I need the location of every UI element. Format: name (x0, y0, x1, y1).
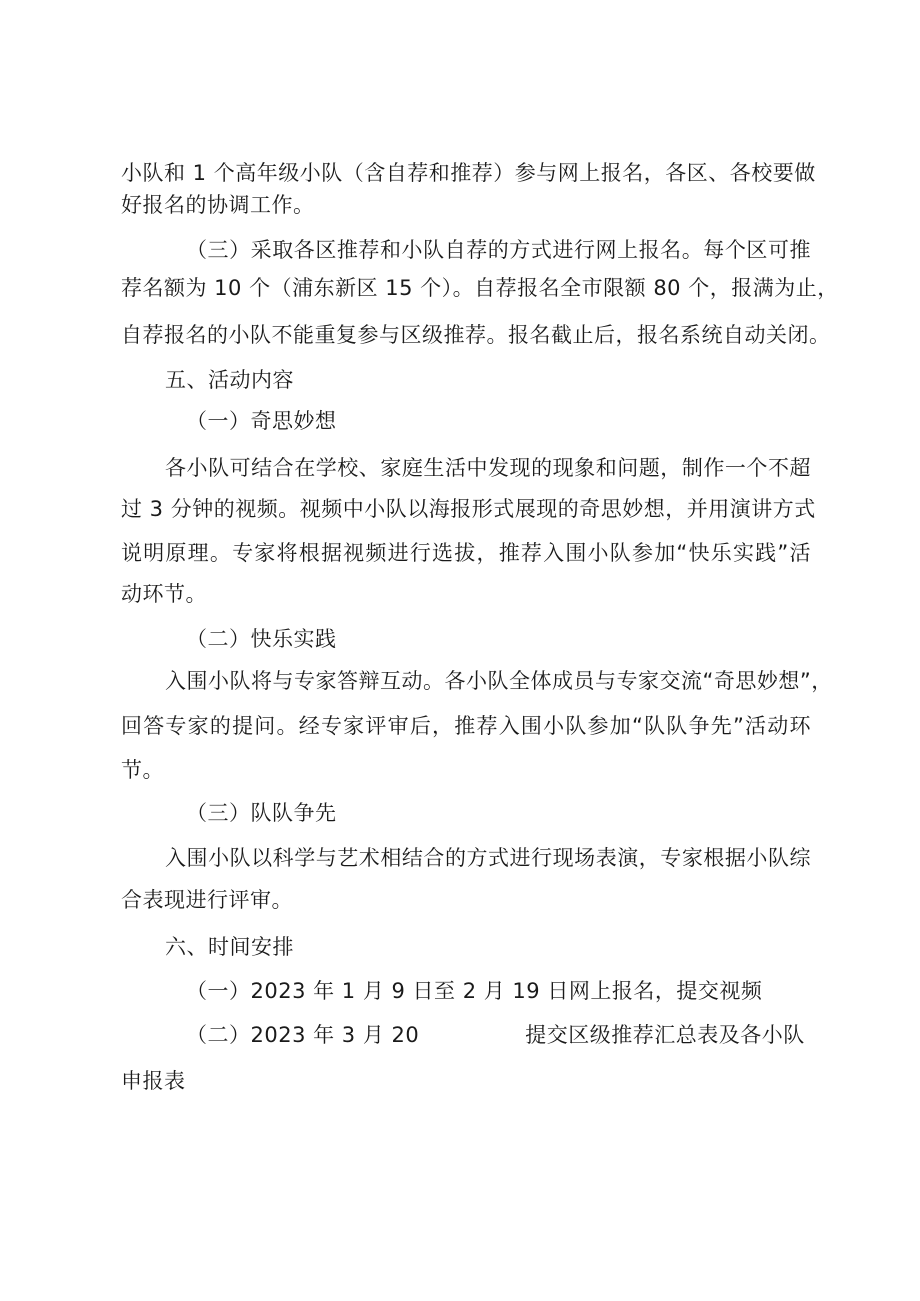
section-heading-activity-content: 五、活动内容 (165, 368, 294, 392)
subheading-2: （二）快乐实践 (186, 627, 337, 651)
para2-line3: 自荐报名的小队不能重复参与区级推荐。报名截止后，报名系统自动关闭。 (121, 323, 831, 347)
para3-line4: 动环节。 (121, 582, 207, 606)
para4-line2: 回答专家的提问。经专家评审后，推荐入围小队参加“队队争先”活动环 (121, 714, 811, 738)
para2-line2: 荐名额为 10 个（浦东新区 15 个）。自荐报名全市限额 80 个，报满为止， (121, 276, 839, 300)
schedule-item-2-date: （二）2023 年 3 月 20 (186, 1023, 420, 1047)
para4-line3: 节。 (121, 758, 164, 782)
schedule-item-2-text: 提交区级推荐汇总表及各小队 (525, 1023, 805, 1047)
schedule-item-2-continuation: 申报表 (121, 1069, 186, 1093)
schedule-item-1: （一）2023 年 1 月 9 日至 2 月 19 日网上报名，提交视频 (186, 979, 763, 1003)
para1-line1: 小队和 1 个高年级小队（含自荐和推荐）参与网上报名，各区、各校要做 (121, 161, 816, 185)
subheading-3: （三）队队争先 (186, 801, 337, 825)
para4-line1: 入围小队将与专家答辩互动。各小队全体成员与专家交流“奇思妙想”， (165, 669, 833, 693)
para5-line1: 入围小队以科学与艺术相结合的方式进行现场表演，专家根据小队综 (165, 846, 811, 870)
para3-line3: 说明原理。专家将根据视频进行选拔，推荐入围小队参加“快乐实践”活 (121, 541, 811, 565)
para3-line2: 过 3 分钟的视频。视频中小队以海报形式展现的奇思妙想，并用演讲方式 (121, 497, 816, 521)
subheading-1: （一）奇思妙想 (186, 409, 337, 433)
para5-line2: 合表现进行评审。 (121, 888, 293, 912)
schedule-item-2 (186, 1020, 811, 1050)
para3-line1: 各小队可结合在学校、家庭生活中发现的现象和问题，制作一个不超 (165, 456, 811, 480)
para2-line1: （三）采取各区推荐和小队自荐的方式进行网上报名。每个区可推 (186, 238, 811, 262)
para1-line2: 好报名的协调工作。 (121, 193, 315, 217)
section-heading-schedule: 六、时间安排 (165, 935, 294, 959)
